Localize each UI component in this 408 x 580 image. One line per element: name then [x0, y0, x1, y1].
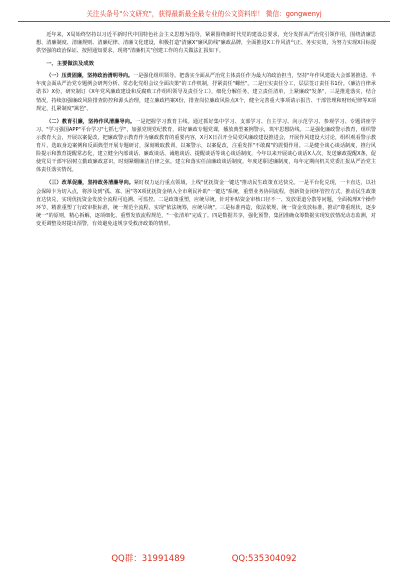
promo-header: 关注头条号"公文研究"，获得最新最全最专业的公文资料库！ 微信：gongwenyj [18, 10, 390, 22]
paragraph-3 [36, 179, 376, 228]
document-body [36, 31, 376, 228]
section-heading: 一、主要做法及成效 [46, 61, 94, 68]
contact-footer [0, 552, 408, 564]
intro-paragraph: 近年来，X局始终坚持以习近平新时代中国特色社会主义思想为指导，紧紧围绕新时代党的建设总要求，充分发挥从严治党引领作用，围绕清廉思想、清廉制度、清廉规则、清廉纪律、清廉文化建设，积极打造"清廉X"廉风防线"廉政品牌，全面推进X工作风清气正、务实实效，为努力实现X目标提供坚强的政治保证、按照通知要求，现将"清廉机关"创建工作的有关做法汇报如下。 [36, 32, 376, 55]
qq-group-text: QQ群：31991489 [111, 554, 186, 564]
paragraph-2 [36, 118, 376, 175]
paragraph-2-lead: （二）教育引廉，坚持作风清廉导向。 [46, 118, 136, 125]
qq-text: QQ:535304092 [231, 554, 297, 564]
paragraph-1-lead: （一）压责固廉，坚持政治清明导向。 [46, 73, 134, 80]
paragraph-3-lead: （三）改革促廉，坚持政务清廉导向。 [46, 180, 134, 187]
paragraph-1-text: 一是强化组织领导。把落实全面从严治党主体责任作为最大的政治担当，坚持"年作风建设大会部署推进、半年度会面从严治党专题例会研判分析、常态化党组会议全面决策"的工作机制，抒紧责任"螺丝"。二是压实责任分工，层层签订责任书1份。《廉洁自律承诺书》X份，研究制订《X年党风廉政建设和反腐败工作组织领导及责任分工》，细化分解任务，建立责任清单，上紧廉政"发条"，三是推进落实，结合情况，持续加强廉政风险排查防控和源头治理，建立廉政档案X份，排查岗位廉政风险点X个，健全完善重大事项请示报告、干部管理和财经纪律等X项规定，扎紧制度"篱笆"。 [36, 73, 376, 112]
paragraph-2-text: 一是把握学习教育主线。通过抓好集中学习、支部学习、自主学习、向示范学习、参观学习、专题讲座学习、"学习强国APP"平台学习"七抓七学"，加强党规党纪教育，讲好廉政专题党课，播放典型案例警示，筑牢思想防线。二是强化廉政警示教育，组织警示教育大会，开展以案促改，把廉政警示教育作为廉政教育的重要内容，X月X日召开全局党风廉政建设推进会，开展作风建设大讨论，组织观看警示教育片、选取身边案例和反面典型开展专题研讨，深刻吸取教训，以案警示，以案促改，注重发挥"不敢腐"的震慑作用。三是健全谈心谈话制度，推行风险提示和教育提醒常态化，建立健全内部谈话、廉政谈话、诫勉谈话、提醒谈话等谈心谈话制度，今年以来开展谈心谈话X人次，发送廉政提醒X条，促使党员干部牢固树立勤政廉政意识，时刻紧绷廉洁自律之弦。建立和落实任前廉政谈话制度。年度述职述廉制度，每年定期向机关党委汇报从严治党主体责任落实情况。 [36, 118, 376, 174]
paragraph-1 [36, 72, 376, 112]
paragraph-3-text: 紧盯权力运行重点领域，上线"优抚资金一键达"推动民生政策直达快兑。一是平台化兑现，一卡直达，以社会保障卡为切入点，将涉及到"孤、寡、困"等X项优抚资金纳入全市利民补助"一键达"系统，重塑业务协同流程，创新资金闭环管控方式，推动民生政策直达快兑，实现优抚资金发放全流程可追溯、可监控。二是政策重塑，应统尽统，针对补贴资金审核口径不一、发放渠道分散等问题，全面梳理X个操作环节，精准重塑了行政审批标准，统一规范全流程，实现"依法统筹，应统尽统"。三是标准再造，依法依规，统一资金发放标准，推动"尊重现状，逐步统一"的原则，精心拆解，逐项细化、重塑发放流程规范，"一张清单"完成了。四是数据共享，强化预警，集团准确众筹数据实现发放情况动态监测，对变更调整及时提出预警，有效避免违规享受救济政策的情形。 [36, 180, 376, 227]
